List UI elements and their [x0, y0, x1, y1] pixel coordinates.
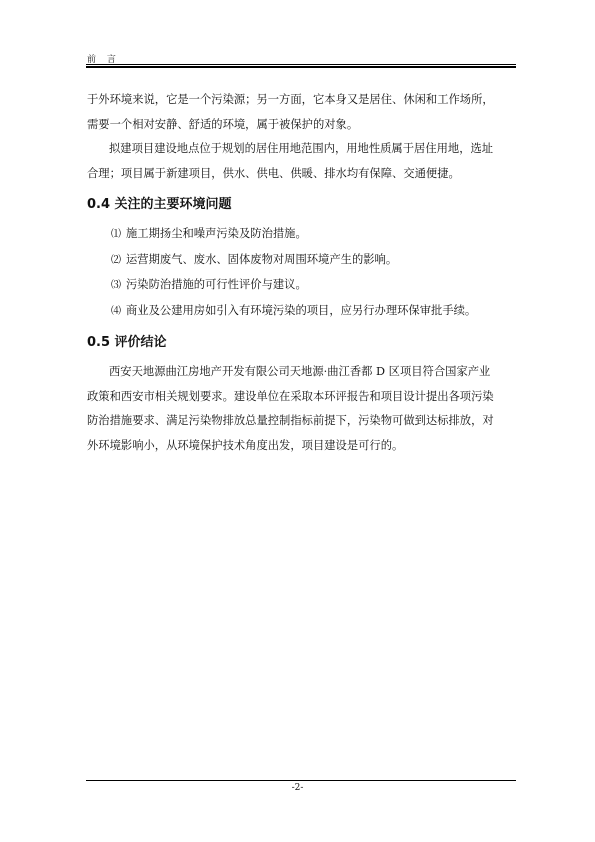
issue-item-1 — [87, 222, 517, 248]
intro-line-2: 需要一个相对安静、舒适的环境，属于被保护的对象。 — [87, 117, 359, 131]
issue-item-2 — [87, 248, 517, 274]
header-rule-thick — [86, 66, 516, 68]
issue-number-3: ⑶ — [111, 280, 121, 291]
issue-text-4: 商业及公建用房如引入有环境污染的项目，应另行办理环保审批手续。 — [126, 303, 477, 317]
site-line-1: 拟建项目建设地点位于规划的居住用地范围内，用地性质属于居住用地，选址 — [109, 142, 494, 155]
section-0-5-heading: 0.5 评价结论 — [87, 335, 167, 350]
issue-number-4: ⑷ — [111, 305, 121, 317]
issue-item-3 — [87, 273, 517, 299]
page-number: -2- — [291, 783, 304, 793]
conclusion-line-1: 西安天地源曲江房地产开发有限公司天地源·曲江香都 D 区项目符合国家产业 — [109, 365, 491, 378]
intro-line-1: 于外环境来说，它是一个污染源；另一方面，它本身又是居住、休闲和工作场所， — [87, 93, 494, 106]
page-content — [87, 88, 517, 458]
issue-text-1: 施工期扬尘和噪声污染及防治措施。 — [126, 227, 307, 240]
footer-rule — [86, 780, 516, 781]
issue-text-3: 污染防治措施的可行性评价与建议。 — [126, 278, 307, 291]
conclusion-line-4: 外环境影响小，从环境保护技术角度出发，项目建设是可行的。 — [87, 438, 404, 452]
site-line-2: 合理；项目属于新建项目，供水、供电、供暖、排水均有保障、交通便捷。 — [87, 166, 460, 180]
issue-item-4 — [87, 299, 517, 325]
conclusion-line-2: 政策和西安市相关规划要求。建设单位在采取本环评报告和项目设计提出各项污染 — [87, 389, 494, 403]
header-rule-thin — [86, 64, 516, 65]
conclusion-line-3: 防治措施要求、满足污染物排放总量控制指标前提下，污染物可做到达标排放，对 — [87, 414, 494, 427]
issue-text-2: 运营期废气、废水、固体废物对周围环境产生的影响。 — [126, 252, 398, 266]
header-title: 前 言 — [87, 55, 120, 65]
section-0-4-heading: 0.4 关注的主要环境问题 — [87, 197, 232, 212]
issue-number-2: ⑵ — [111, 254, 121, 266]
issue-number-1: ⑴ — [111, 229, 121, 240]
